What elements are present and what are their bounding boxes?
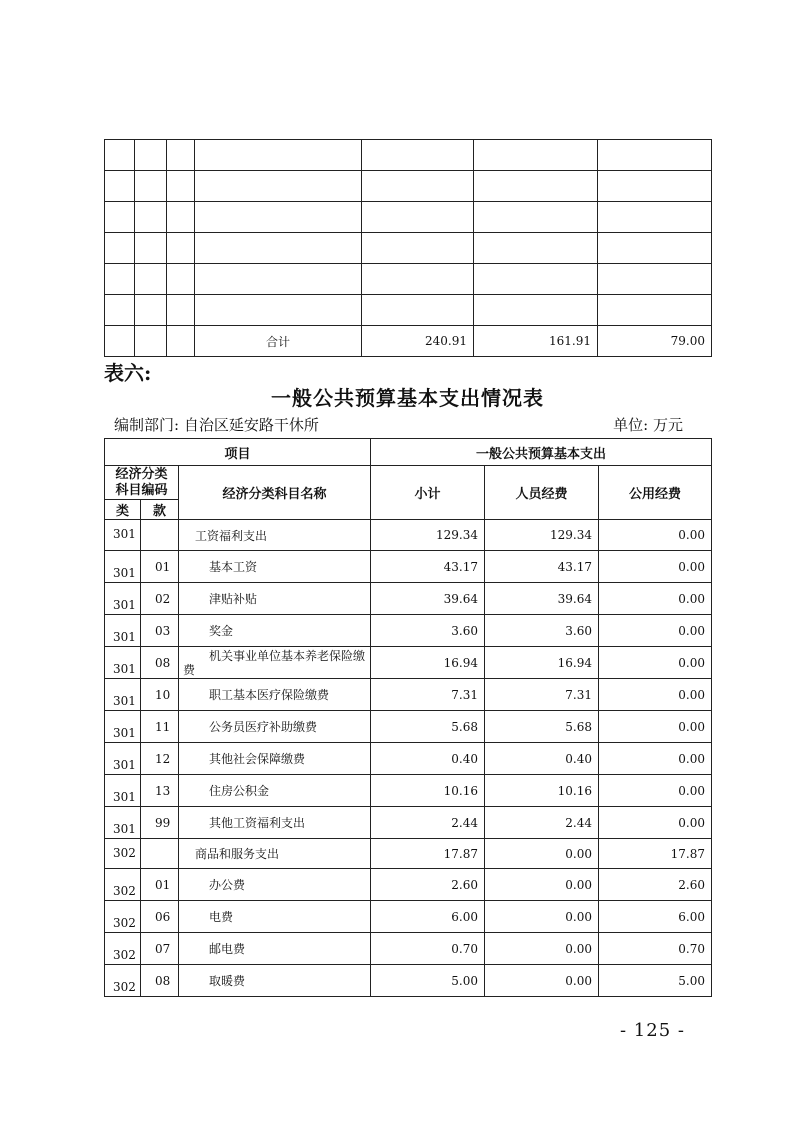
lei-cell: 301 (105, 743, 141, 775)
table-row (105, 933, 712, 965)
subtotal-cell: 5.00 (371, 965, 485, 997)
header-row-2 (105, 466, 712, 500)
kuan-cell: 01 (141, 551, 179, 583)
public-cell: 5.00 (599, 965, 712, 997)
public-cell: 0.00 (599, 551, 712, 583)
table-row (105, 869, 712, 901)
lei-cell: 302 (105, 839, 141, 869)
budget-expenditure-table (104, 438, 712, 997)
personnel-cell: 43.17 (485, 551, 599, 583)
subtotal-cell: 2.44 (371, 807, 485, 839)
lei-cell: 301 (105, 615, 141, 647)
subtotal-cell: 129.34 (371, 520, 485, 551)
section-label: 表六: (104, 361, 152, 385)
kuan-cell: 12 (141, 743, 179, 775)
name-cell: 其他工资福利支出 (179, 807, 371, 839)
kuan-cell (141, 520, 179, 551)
name-cell: 职工基本医疗保险缴费 (179, 679, 371, 711)
header-row-1 (105, 439, 712, 466)
public-cell: 0.00 (599, 583, 712, 615)
kuan-cell: 13 (141, 775, 179, 807)
personnel-cell: 3.60 (485, 615, 599, 647)
name-cell: 住房公积金 (179, 775, 371, 807)
previous-table-tail (104, 139, 712, 357)
personnel-cell: 39.64 (485, 583, 599, 615)
total-subtotal: 240.91 (362, 326, 474, 357)
code-header (105, 466, 179, 500)
subtotal-cell: 7.31 (371, 679, 485, 711)
lei-cell: 301 (105, 647, 141, 679)
table-row (105, 743, 712, 775)
table-row (105, 807, 712, 839)
table-row (105, 679, 712, 711)
name-cell: 奖金 (179, 615, 371, 647)
blank-row (105, 233, 712, 264)
lei-cell: 301 (105, 775, 141, 807)
department-label: 编制部门: 自治区延安路干休所 (114, 416, 319, 434)
subtotal-cell: 17.87 (371, 839, 485, 869)
public-cell: 0.00 (599, 775, 712, 807)
name-cell: 基本工资 (179, 551, 371, 583)
code-header-line2: 科目编码 (115, 482, 168, 498)
personnel-cell: 0.00 (485, 933, 599, 965)
personnel-cell: 5.68 (485, 711, 599, 743)
kuan-cell: 01 (141, 869, 179, 901)
kuan-cell: 06 (141, 901, 179, 933)
total-label: 合计 (195, 326, 362, 357)
kuan-cell: 11 (141, 711, 179, 743)
code-header-line1: 经济分类 (115, 466, 168, 482)
personnel-cell: 0.00 (485, 901, 599, 933)
lei-cell: 301 (105, 711, 141, 743)
total-row (105, 326, 712, 357)
table-row (105, 647, 712, 679)
table-row (105, 775, 712, 807)
total-public: 79.00 (598, 326, 712, 357)
personnel-cell: 129.34 (485, 520, 599, 551)
subtotal-cell: 5.68 (371, 711, 485, 743)
name-cell: 邮电费 (179, 933, 371, 965)
table-row (105, 520, 712, 551)
table-row (105, 615, 712, 647)
subtotal-cell: 3.60 (371, 615, 485, 647)
public-cell: 0.00 (599, 711, 712, 743)
name-cell: 商品和服务支出 (179, 839, 371, 869)
name-cell: 取暖费 (179, 965, 371, 997)
public-header: 公用经费 (599, 466, 712, 520)
table-row (105, 551, 712, 583)
kuan-cell: 02 (141, 583, 179, 615)
lei-cell: 302 (105, 965, 141, 997)
lei-cell: 301 (105, 807, 141, 839)
subtotal-cell: 0.70 (371, 933, 485, 965)
budget-group-header: 一般公共预算基本支出 (371, 439, 712, 466)
personnel-header: 人员经费 (485, 466, 599, 520)
kuan-cell: 99 (141, 807, 179, 839)
kuan-cell: 07 (141, 933, 179, 965)
public-cell: 0.00 (599, 615, 712, 647)
subtotal-cell: 2.60 (371, 869, 485, 901)
lei-cell: 301 (105, 520, 141, 551)
subtotal-cell: 16.94 (371, 647, 485, 679)
public-cell: 0.00 (599, 807, 712, 839)
public-cell: 0.00 (599, 647, 712, 679)
table-row (105, 583, 712, 615)
public-cell: 0.70 (599, 933, 712, 965)
kuan-cell (141, 839, 179, 869)
public-cell: 17.87 (599, 839, 712, 869)
personnel-cell: 2.44 (485, 807, 599, 839)
kuan-cell: 08 (141, 965, 179, 997)
lei-header: 类 (105, 500, 141, 520)
personnel-cell: 10.16 (485, 775, 599, 807)
name-cell: 津贴补贴 (179, 583, 371, 615)
subtotal-cell: 39.64 (371, 583, 485, 615)
personnel-cell: 0.40 (485, 743, 599, 775)
personnel-cell: 0.00 (485, 869, 599, 901)
lei-cell: 301 (105, 551, 141, 583)
subtotal-cell: 43.17 (371, 551, 485, 583)
blank-row (105, 140, 712, 171)
kuan-header: 款 (141, 500, 179, 520)
public-cell: 2.60 (599, 869, 712, 901)
table-row (105, 965, 712, 997)
name-cell: 公务员医疗补助缴费 (179, 711, 371, 743)
public-cell: 0.00 (599, 743, 712, 775)
project-header: 项目 (105, 439, 371, 466)
public-cell: 0.00 (599, 679, 712, 711)
kuan-cell: 03 (141, 615, 179, 647)
name-cell: 工资福利支出 (179, 520, 371, 551)
public-cell: 0.00 (599, 520, 712, 551)
blank-row (105, 295, 712, 326)
subtotal-cell: 10.16 (371, 775, 485, 807)
personnel-cell: 0.00 (485, 839, 599, 869)
lei-cell: 302 (105, 933, 141, 965)
kuan-cell: 08 (141, 647, 179, 679)
lei-cell: 302 (105, 901, 141, 933)
page-number: - 125 - (620, 1020, 685, 1041)
blank-row (105, 202, 712, 233)
personnel-cell: 0.00 (485, 965, 599, 997)
lei-cell: 301 (105, 679, 141, 711)
name-cell: 其他社会保障缴费 (179, 743, 371, 775)
subtotal-cell: 6.00 (371, 901, 485, 933)
blank-row (105, 264, 712, 295)
table-row (105, 839, 712, 869)
page-title: 一般公共预算基本支出情况表 (271, 386, 544, 410)
name-cell: 办公费 (179, 869, 371, 901)
personnel-cell: 16.94 (485, 647, 599, 679)
kuan-cell: 10 (141, 679, 179, 711)
lei-cell: 302 (105, 869, 141, 901)
unit-label: 单位: 万元 (613, 416, 683, 434)
personnel-cell: 7.31 (485, 679, 599, 711)
lei-cell: 301 (105, 583, 141, 615)
table-row (105, 711, 712, 743)
name-cell: 电费 (179, 901, 371, 933)
table-row (105, 901, 712, 933)
subtotal-cell: 0.40 (371, 743, 485, 775)
blank-row (105, 171, 712, 202)
total-personnel: 161.91 (474, 326, 598, 357)
name-header: 经济分类科目名称 (179, 466, 371, 520)
public-cell: 6.00 (599, 901, 712, 933)
subtotal-header: 小计 (371, 466, 485, 520)
name-cell: 机关事业单位基本养老保险缴费 (179, 647, 371, 679)
